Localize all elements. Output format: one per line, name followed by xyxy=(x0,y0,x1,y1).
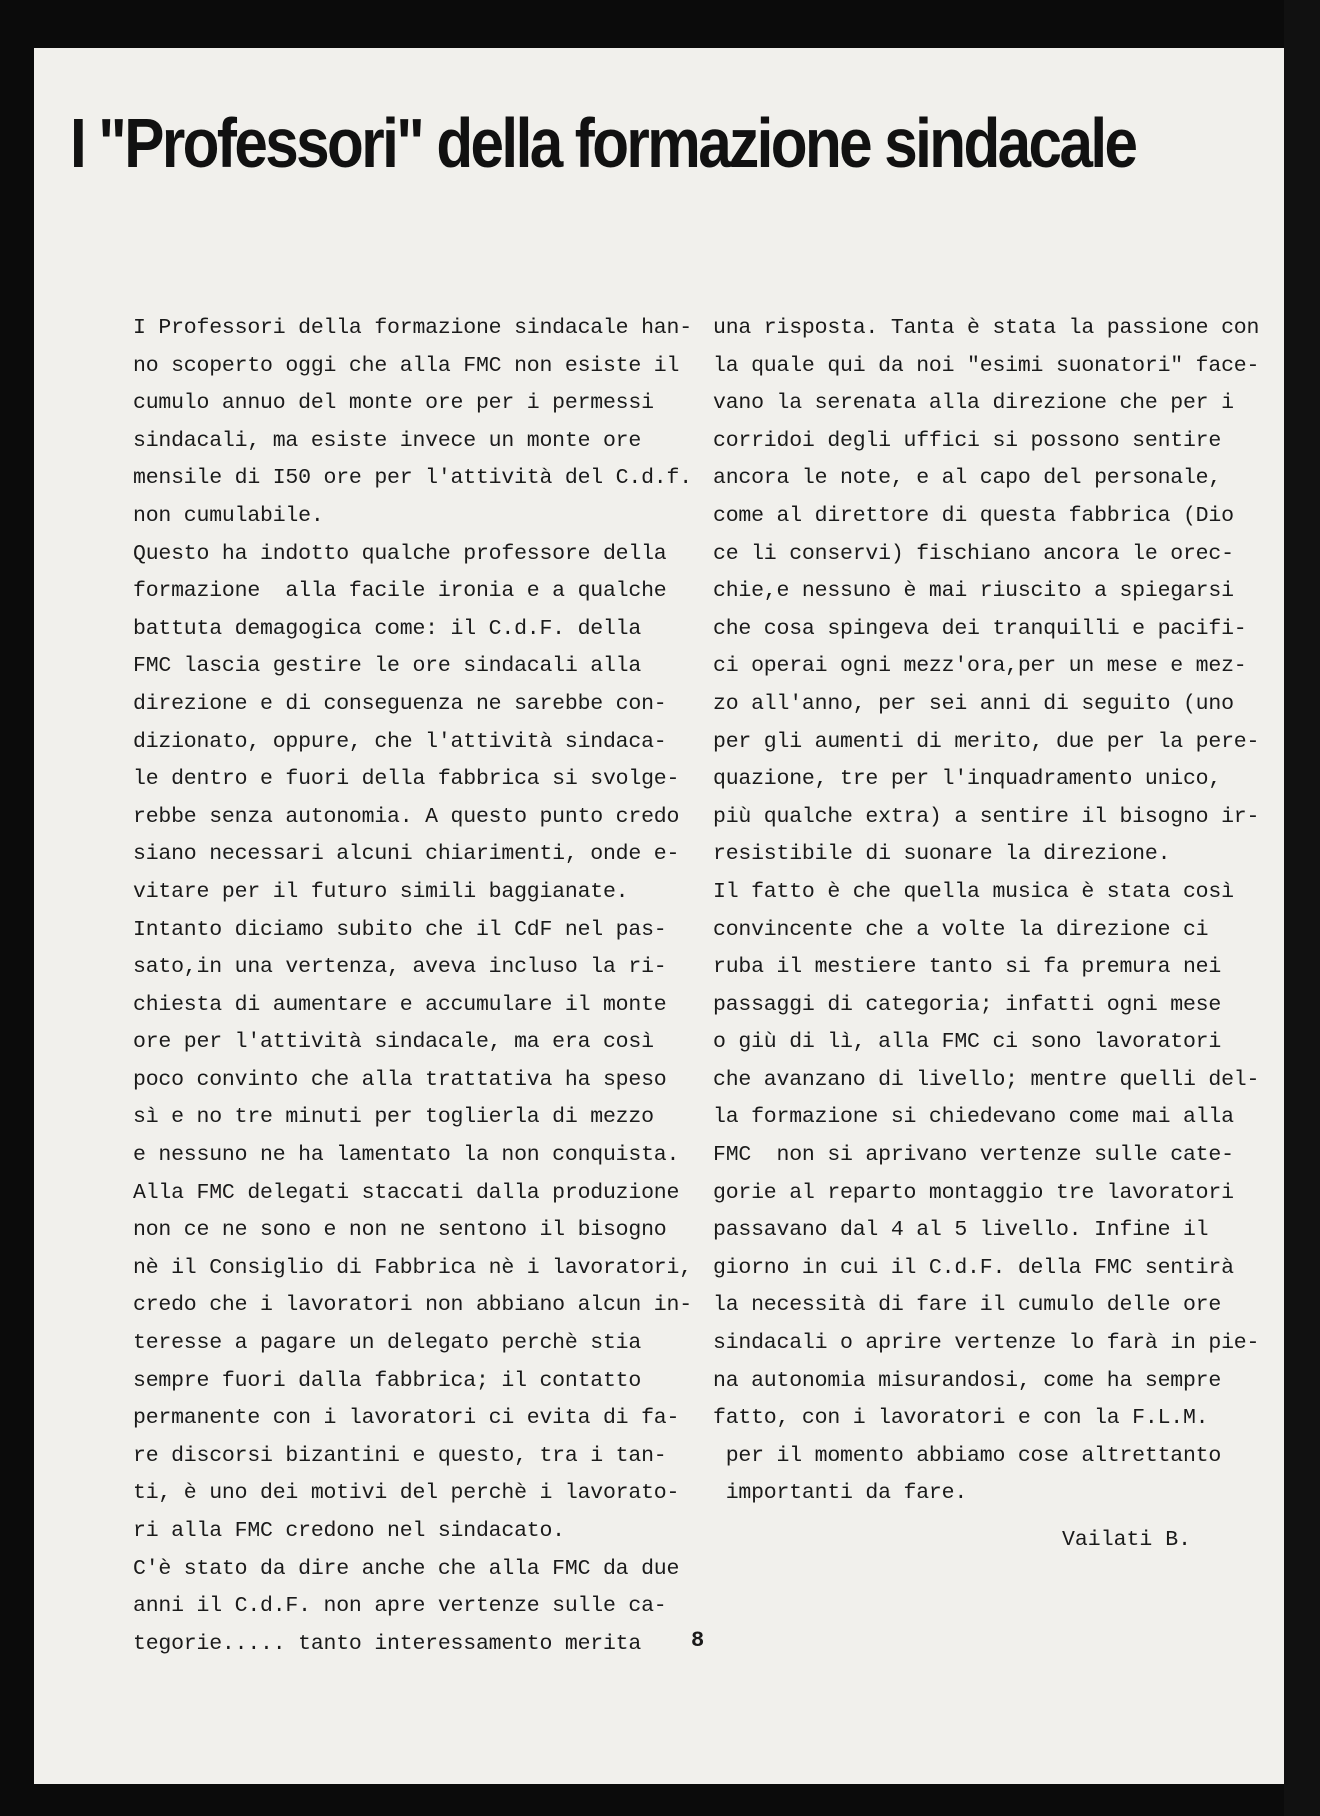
text-line: chie,e nessuno è mai riuscito a spiegarsi xyxy=(713,579,1234,604)
text-line: siano necessari alcuni chiarimenti, onde e- xyxy=(133,842,680,867)
text-line: gorie al reparto montaggio tre lavoratori xyxy=(713,1180,1234,1205)
text-line: sì e no tre minuti per toglierla di mezzo xyxy=(133,1105,654,1130)
text-line: resistibile di suonare la direzione. xyxy=(713,842,1171,867)
text-line: credo che i lavoratori non abbiano alcun in- xyxy=(133,1293,692,1318)
text-line: no scoperto oggi che alla FMC non esiste il xyxy=(133,353,680,378)
text-line: come al direttore di questa fabbrica (Dio xyxy=(713,503,1234,528)
text-line: FMC lascia gestire le ore sindacali alla xyxy=(133,654,642,679)
text-line: non ce ne sono e non ne sentono il bisogno xyxy=(133,1218,667,1243)
text-line: quazione, tre per l'inquadramento unico, xyxy=(713,767,1222,792)
text-line: re discorsi bizantini e questo, tra i tan- xyxy=(133,1443,667,1468)
text-line: anni il C.d.F. non apre vertenze sulle ca- xyxy=(133,1594,667,1619)
text-line: ce li conservi) fischiano ancora le orec- xyxy=(713,541,1234,566)
text-line: o giù di lì, alla FMC ci sono lavoratori xyxy=(713,1030,1222,1055)
author-signature: Vailati B. xyxy=(1062,1528,1192,1552)
text-line: ri alla FMC credono nel sindacato. xyxy=(133,1519,565,1543)
text-line: permanente con i lavoratori ci evita di fa- xyxy=(133,1406,680,1431)
text-line: dizionato, oppure, che l'attività sindaca- xyxy=(133,729,667,754)
right-column xyxy=(713,310,1258,1513)
text-line: sindacali o aprire vertenze lo farà in pie- xyxy=(713,1331,1260,1356)
text-line: che cosa spingeva dei tranquilli e pacifi- xyxy=(713,616,1247,641)
text-line: I Professori della formazione sindacale han- xyxy=(133,316,692,340)
text-line: vitare per il futuro simili baggianate. xyxy=(133,879,629,904)
text-line: importanti da fare. xyxy=(713,1481,968,1506)
text-line: rebbe senza autonomia. A questo punto credo xyxy=(133,804,680,829)
text-line: convincente che a volte la direzione ci xyxy=(713,917,1209,942)
text-line: ruba il mestiere tanto si fa premura nei xyxy=(713,955,1222,980)
text-line: poco convinto che alla trattativa ha speso xyxy=(133,1067,667,1092)
text-line: più qualche extra) a sentire il bisogno ir- xyxy=(713,804,1260,829)
text-line: la formazione si chiedevano come mai alla xyxy=(713,1105,1234,1130)
text-line: corridoi degli uffici si possono sentire xyxy=(713,428,1222,453)
text-line: cumulo annuo del monte ore per i permessi xyxy=(133,391,654,416)
text-line: le dentro e fuori della fabbrica si svolge- xyxy=(133,767,680,792)
text-line: passavano dal 4 al 5 livello. Infine il xyxy=(713,1218,1209,1243)
text-line: FMC non si aprivano vertenze sulle cate- xyxy=(713,1143,1234,1168)
text-line: ci operai ogni mezz'ora,per un mese e mez- xyxy=(713,654,1247,679)
text-line: ti, è uno dei motivi del perchè i lavorato- xyxy=(133,1481,680,1506)
text-line: Intanto diciamo subito che il CdF nel pas- xyxy=(133,917,667,942)
text-line: zo all'anno, per sei anni di seguito (uno xyxy=(713,691,1234,716)
scan-edge xyxy=(1284,0,1320,1816)
text-line: giorno in cui il C.d.F. della FMC sentirà xyxy=(713,1255,1234,1280)
text-line: chiesta di aumentare e accumulare il monte xyxy=(133,992,667,1017)
text-line: sindacali, ma esiste invece un monte ore xyxy=(133,428,642,453)
text-line: tegorie..... tanto interessamento merita xyxy=(133,1631,642,1656)
text-line: mensile di I50 ore per l'attività del C.d.f. xyxy=(133,466,692,491)
text-line: la necessità di fare il cumulo delle ore xyxy=(713,1293,1222,1318)
text-line: direzione e di conseguenza ne sarebbe con- xyxy=(133,691,667,716)
text-line: fatto, con i lavoratori e con la F.L.M. xyxy=(713,1406,1209,1431)
text-line: ancora le note, e al capo del personale, xyxy=(713,466,1222,491)
article-headline: I "Professori" della formazione sindacale xyxy=(70,104,1136,182)
page-number: 8 xyxy=(691,1628,705,1653)
text-line: nè il Consiglio di Fabbrica nè i lavoratori, xyxy=(133,1255,692,1280)
text-line: non cumulabile. xyxy=(133,503,324,528)
text-line: e nessuno ne ha lamentato la non conquista. xyxy=(133,1143,680,1168)
text-line: C'è stato da dire anche che alla FMC da due xyxy=(133,1556,680,1581)
text-line: formazione alla facile ironia e a qualche xyxy=(133,579,667,604)
text-line: sato,in una vertenza, aveva incluso la ri- xyxy=(133,955,667,980)
text-line: Il fatto è che quella musica è stata così xyxy=(713,879,1234,904)
text-line: per il momento abbiamo cose altrettanto xyxy=(713,1443,1222,1468)
text-line: una risposta. Tanta è stata la passione con xyxy=(713,316,1260,340)
text-line: Questo ha indotto qualche professore della xyxy=(133,541,667,566)
text-line: sempre fuori dalla fabbrica; il contatto xyxy=(133,1368,642,1393)
text-line: che avanzano di livello; mentre quelli del- xyxy=(713,1067,1260,1092)
text-line: vano la serenata alla direzione che per i xyxy=(713,391,1234,416)
text-line: na autonomia misurandosi, come ha sempre xyxy=(713,1368,1222,1393)
text-line: Alla FMC delegati staccati dalla produzione xyxy=(133,1180,680,1205)
text-line: teresse a pagare un delegato perchè stia xyxy=(133,1331,642,1356)
text-line: la quale qui da noi "esimi suonatori" face- xyxy=(713,353,1260,378)
text-line: per gli aumenti di merito, due per la pere- xyxy=(713,729,1260,754)
text-line: battuta demagogica come: il C.d.F. della xyxy=(133,616,642,641)
left-column xyxy=(133,310,693,1663)
text-line: ore per l'attività sindacale, ma era così xyxy=(133,1030,654,1055)
text-line: passaggi di categoria; infatti ogni mese xyxy=(713,992,1222,1017)
